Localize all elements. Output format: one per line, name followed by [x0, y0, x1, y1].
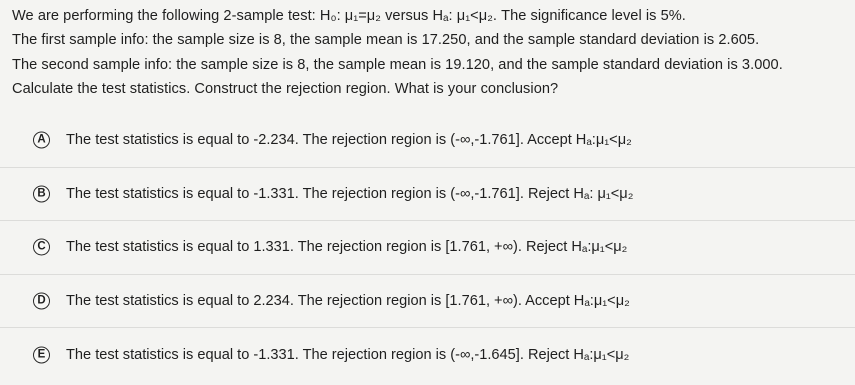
option-letter-badge: D [33, 292, 50, 309]
option-text: The test statistics is equal to 2.234. The rejection region is [1.761, +∞). Accept Hₐ:μ₁<μ₂ [66, 292, 630, 309]
option-text: The test statistics is equal to -1.331. The rejection region is (-∞,-1.761]. Reject Hₐ: μ₁<μ₂ [66, 185, 634, 202]
option-text: The test statistics is equal to -2.234. The rejection region is (-∞,-1.761]. Accept Hₐ:μ₁<μ₂ [66, 132, 632, 149]
answer-option-d[interactable] [0, 275, 855, 329]
answer-option-b[interactable] [0, 168, 855, 222]
answer-option-a[interactable] [0, 114, 855, 168]
option-letter-badge: E [33, 346, 50, 363]
option-text: The test statistics is equal to 1.331. The rejection region is [1.761, +∞). Reject Hₐ:μ₁<μ₂ [66, 239, 628, 256]
question-line: Calculate the test statistics. Construct the rejection region. What is your conclusion? [12, 81, 559, 98]
question-line: We are performing the following 2-sample test: H₀: μ₁=μ₂ versus Hₐ: μ₁<μ₂. The significance level is 5%. [12, 8, 686, 24]
option-letter-badge: A [33, 132, 50, 149]
question-line: The first sample info: the sample size is 8, the sample mean is 17.250, and the sample standard deviation is 2.605. [12, 32, 760, 49]
question-line: The second sample info: the sample size is 8, the sample mean is 19.120, and the sample standard deviation is 3.000. [12, 56, 783, 73]
answer-options-list [0, 114, 855, 382]
option-letter-badge: B [33, 185, 50, 202]
answer-option-e[interactable] [0, 328, 855, 382]
question-text [12, 4, 847, 102]
option-letter-badge: C [33, 239, 50, 256]
answer-option-c[interactable] [0, 221, 855, 275]
option-text: The test statistics is equal to -1.331. The rejection region is (-∞,-1.645]. Reject Hₐ:μ₁<μ₂ [66, 346, 630, 363]
